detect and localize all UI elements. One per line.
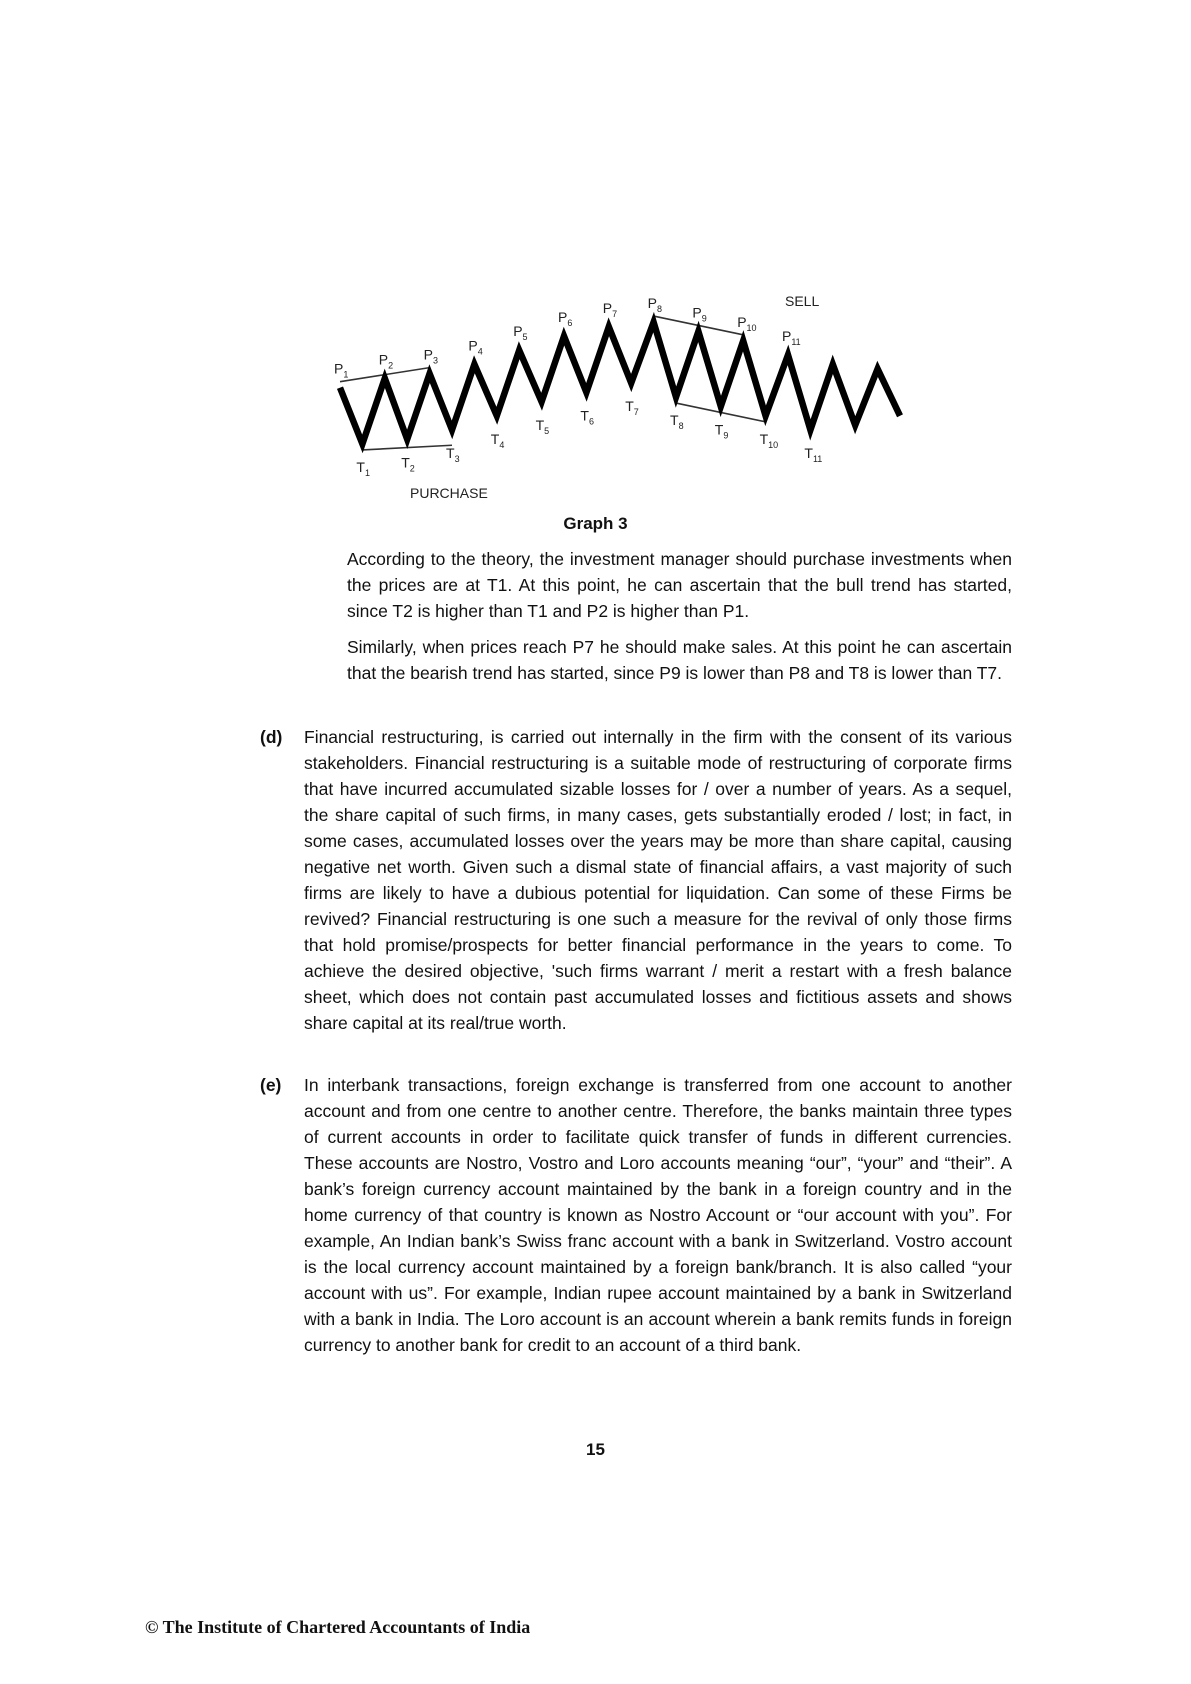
answer-item-d: [260, 724, 1012, 1036]
peak-label-6: $P_6$: [558, 309, 573, 329]
peak-label-4: $P_4$: [468, 337, 483, 357]
item-text-d: Financial restructuring, is carried out internally in the firm with the consent of its various stakeholders. Financial restructuring is a suitable mode of restructuring of corporate firms that have incurred accumulated sizable losses for / over a number of years. As a sequel, the share capital of such firms, in many cases, gets substantially eroded / lost; in fact, in some cases, accumulated losses over the years may be more than share capital, causing negative net worth. Given such a dismal state of financial affairs, a vast majority of such firms are likely to have a dubious potential for liquidation. Can some of these Firms be revived? Financial restructuring is one such a measure for the revival of only those firms that hold promise/prospects for better financial performance in the years to come. To achieve the desired objective, 'such firms warrant / merit a restart with a fresh balance sheet, which does not contain past accumulated losses and fictitious assets and shows share capital at its real/true worth.: [304, 727, 1012, 1033]
peak-label-9: $P_9$: [692, 304, 707, 324]
trough-label-7: $T_7$: [625, 398, 639, 417]
theory-paragraph-purchase: According to the theory, the investment manager should purchase investments when the prices are at T1. At this point, he can ascertain that the bull trend has started, since T2 is higher than T1 and P2 is higher than P1.: [347, 549, 1012, 621]
peak-label-7: $P_7$: [602, 299, 618, 319]
answer-item-e: [260, 1072, 1012, 1358]
peak-label-1: $P_1$: [334, 360, 349, 380]
peak-label-10: $P_{10}$: [737, 313, 757, 333]
trough-label-6: $T_6$: [580, 407, 594, 427]
trough-label-5: $T_5$: [535, 416, 550, 436]
trough-label-4: $T_4$: [490, 430, 505, 450]
sell-annotation: SELL: [785, 293, 820, 309]
page-number: 15: [586, 1440, 605, 1459]
peak-label-11: $P_{11}$: [782, 327, 801, 347]
trough-label-3: $T_3$: [446, 444, 460, 464]
price-zigzag-line: [340, 322, 900, 444]
peak-label-2: $P_2$: [378, 351, 394, 371]
trough-label-10: $T_{10}$: [759, 430, 779, 450]
trough-label-8: $T_8$: [670, 412, 684, 432]
item-text-e: In interbank transactions, foreign exchange is transferred from one account to another account and from one centre to another centre. Therefore, the banks maintain three types of current accounts in order to facilitate quick transfer of funds in different currencies. These accounts are Nostro, Vostro and Loro accounts meaning “our”, “your” and “their”. A bank’s foreign currency account maintained by the bank in a foreign country and in the home currency of that country is known as Nostro Account or “our account with you”. For example, An Indian bank’s Swiss franc account with a bank in Switzerland. Vostro account is the local currency account maintained by a foreign bank/branch. It is also called “your account with us”. For example, Indian rupee account maintained by a bank in Switzerland with a bank in India. The Loro account is an account wherein a bank remits funds in foreign currency to another bank for credit to an account of a third bank.: [304, 1075, 1012, 1355]
trough-label-9: $T_9$: [714, 421, 729, 441]
trough-label-2: $T_2$: [401, 454, 415, 474]
peak-label-8: $P_8$: [647, 295, 662, 315]
peak-label-5: $P_5$: [513, 323, 528, 343]
theory-paragraph-sell: Similarly, when prices reach P7 he should make sales. At this point he can ascertain that the bearish trend has started, since P9 is lower than P8 and T8 is lower than T7.: [347, 637, 1012, 683]
footer-copyright: © The Institute of Chartered Accountants of India: [145, 1617, 531, 1637]
trough-label-1: $T_1$: [356, 458, 370, 478]
trough-label-11: $T_{11}$: [804, 444, 823, 464]
graph-caption: Graph 3: [563, 514, 628, 533]
peak-label-3: $P_3$: [423, 346, 438, 366]
graph-3-chart: [330, 290, 970, 510]
item-label-e: (e): [260, 1075, 282, 1095]
purchase-annotation: PURCHASE: [410, 485, 488, 501]
item-label-d: (d): [260, 727, 283, 747]
